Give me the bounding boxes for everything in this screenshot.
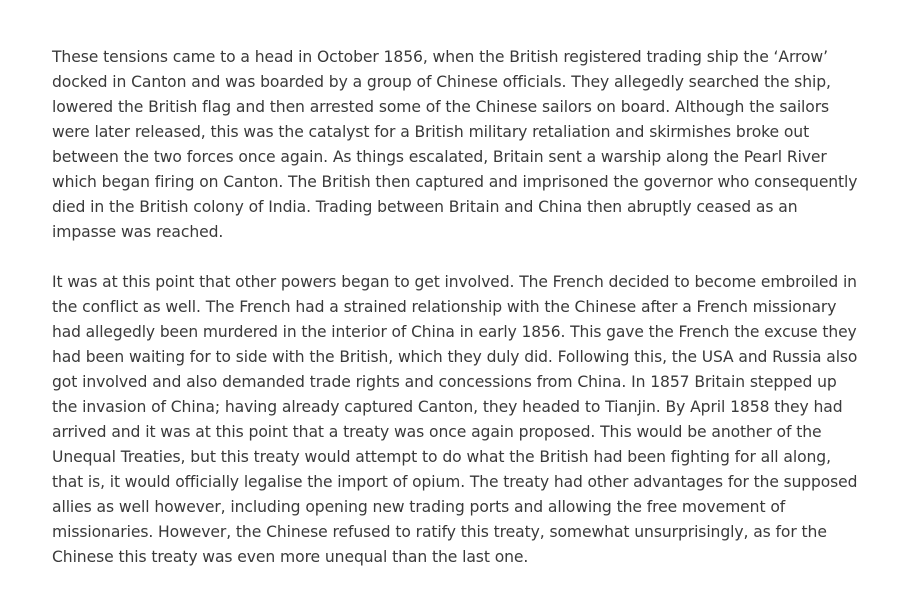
paragraph-line: It was at this point that other powers began to get involved. The French decided to become embroiled in	[52, 273, 857, 291]
paragraph-line: which began firing on Canton. The British then captured and imprisoned the governor who consequently	[52, 173, 858, 191]
paragraph-line: Chinese this treaty was even more unequal than the last one.	[52, 548, 529, 566]
paragraph-line: died in the British colony of India. Trading between Britain and China then abruptly ceased as an	[52, 198, 798, 216]
paragraph-line: had allegedly been murdered in the interior of China in early 1856. This gave the French the excuse they	[52, 323, 857, 341]
paragraph-line: the invasion of China; having already captured Canton, they headed to Tianjin. By April 1858 they had	[52, 398, 843, 416]
paragraph-other-powers	[52, 270, 858, 570]
paragraph-line: were later released, this was the catalyst for a British military retaliation and skirmishes broke out	[52, 123, 810, 141]
article-body	[52, 45, 858, 595]
paragraph-line: arrived and it was at this point that a treaty was once again proposed. This would be another of the	[52, 423, 822, 441]
paragraph-line: got involved and also demanded trade rights and concessions from China. In 1857 Britain stepped up	[52, 373, 837, 391]
paragraph-line: the conflict as well. The French had a strained relationship with the Chinese after a French missionary	[52, 298, 837, 316]
paragraph-line: between the two forces once again. As things escalated, Britain sent a warship along the Pearl River	[52, 148, 827, 166]
paragraph-line: missionaries. However, the Chinese refused to ratify this treaty, somewhat unsurprisingly, as for the	[52, 523, 827, 541]
paragraph-line: docked in Canton and was boarded by a group of Chinese officials. They allegedly searched the ship,	[52, 73, 831, 91]
paragraph-arrow-incident	[52, 45, 858, 245]
paragraph-line: had been waiting for to side with the British, which they duly did. Following this, the USA and Russia also	[52, 348, 858, 366]
paragraph-line: that is, it would officially legalise the import of opium. The treaty had other advantages for the supposed	[52, 473, 858, 491]
paragraph-line: impasse was reached.	[52, 223, 224, 241]
paragraph-line: allies as well however, including opening new trading ports and allowing the free movement of	[52, 498, 786, 516]
paragraph-line: Unequal Treaties, but this treaty would attempt to do what the British had been fighting for all along,	[52, 448, 831, 466]
paragraph-line: These tensions came to a head in October 1856, when the British registered trading ship the ‘Arrow’	[52, 48, 828, 66]
paragraph-line: lowered the British flag and then arrested some of the Chinese sailors on board. Although the sailors	[52, 98, 830, 116]
